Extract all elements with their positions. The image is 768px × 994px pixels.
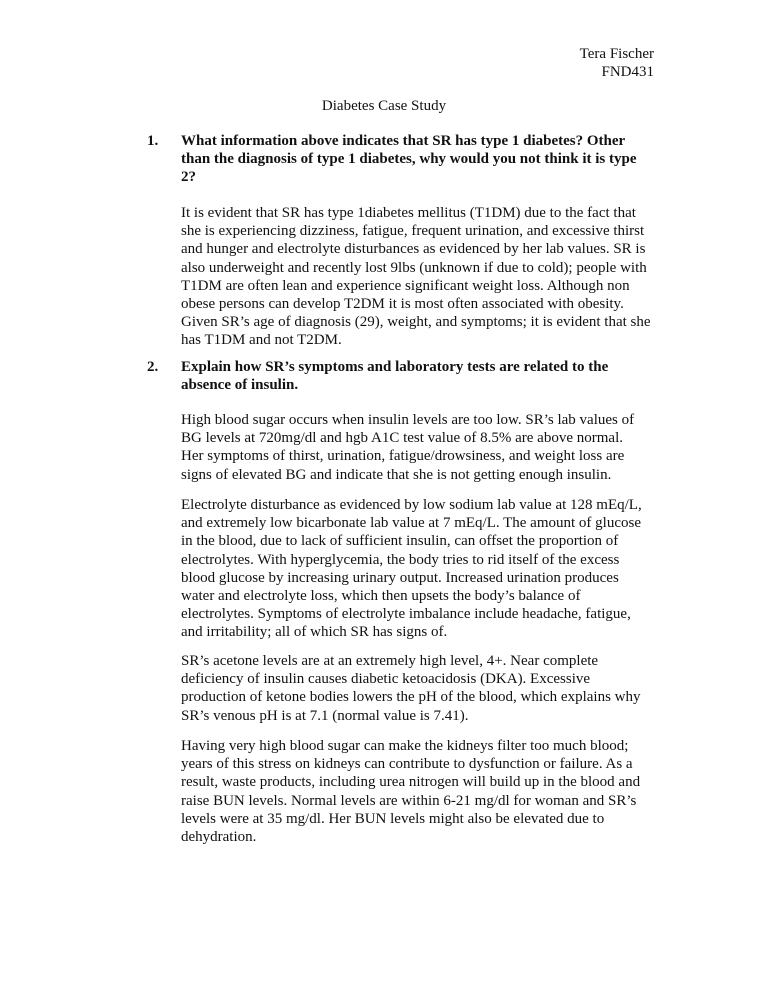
answer-2-paragraph-4: [181, 737, 661, 846]
answer-2-paragraph-1: [181, 411, 661, 484]
answer-1-paragraph: [181, 204, 661, 350]
answer-line: result, waste products, including urea nitrogen will build up in the blood and: [181, 774, 641, 791]
question-1-line: than the diagnosis of type 1 diabetes, why would you not think it is type: [181, 151, 637, 168]
answer-line: production of ketone bodies lowers the pH of the blood, which explains why: [181, 689, 641, 706]
answer-line: It is evident that SR has type 1diabetes mellitus (T1DM) due to the fact that: [181, 205, 636, 221]
answer-2-paragraph-3: [181, 652, 661, 725]
answer-line: SR’s venous pH is at 7.1 (normal value is 7.41).: [181, 707, 469, 724]
question-1-text: [181, 132, 661, 187]
answer-line: SR’s acetone levels are at an extremely high level, 4+. Near complete: [181, 653, 599, 669]
answer-line: electrolytes. Symptoms of electrolyte imbalance include headache, fatigue,: [181, 606, 631, 623]
question-2-number: 2.: [147, 359, 159, 375]
answer-line: Electrolyte disturbance as evidenced by low sodium lab value at 128 mEq/L,: [181, 497, 642, 513]
question-1-line: What information above indicates that SR has type 1 diabetes? Other: [181, 133, 626, 149]
answer-line: obese persons can develop T2DM it is most often associated with obesity.: [181, 296, 624, 313]
answer-line: blood glucose by increasing urinary output. Increased urination produces: [181, 569, 619, 586]
course-code: FND431: [601, 64, 654, 80]
answer-line: in the blood, due to lack of sufficient insulin, can offset the proportion of: [181, 533, 619, 550]
question-1-line: 2?: [181, 169, 196, 186]
answer-line: and irritability; all of which SR has signs of.: [181, 624, 448, 641]
author-name: Tera Fischer: [579, 46, 654, 62]
answer-line: raise BUN levels. Normal levels are within 6-21 mg/dl for woman and SR’s: [181, 792, 637, 809]
answer-line: years of this stress on kidneys can contribute to dysfunction or failure. As a: [181, 756, 633, 773]
answer-line: BG levels at 720mg/dl and hgb A1C test value of 8.5% are above normal.: [181, 430, 623, 447]
answer-line: Having very high blood sugar can make the kidneys filter too much blood;: [181, 738, 629, 754]
answer-line: Her symptoms of thirst, urination, fatigue/drowsiness, and weight loss are: [181, 448, 625, 465]
document-title: Diabetes Case Study: [321, 98, 447, 114]
answer-line: Given SR’s age of diagnosis (29), weight, and symptoms; it is evident that she: [181, 314, 651, 331]
question-2-line: Explain how SR’s symptoms and laboratory tests are related to the: [181, 359, 609, 375]
question-1-number: 1.: [147, 133, 159, 149]
answer-2-paragraph-2: [181, 496, 661, 642]
answer-line: signs of elevated BG and indicate that she is not getting enough insulin.: [181, 466, 612, 483]
answer-line: water and electrolyte loss, which then upsets the body’s balance of: [181, 588, 581, 605]
answer-line: deficiency of insulin causes diabetic ketoacidosis (DKA). Excessive: [181, 671, 591, 688]
answer-line: electrolytes. With hyperglycemia, the body tries to rid itself of the excess: [181, 551, 620, 568]
answer-line: she is experiencing dizziness, fatigue, frequent urination, and excessive thirst: [181, 223, 645, 240]
question-2-line: absence of insulin.: [181, 377, 299, 394]
answer-line: High blood sugar occurs when insulin levels are too low. SR’s lab values of: [181, 412, 635, 428]
question-2-text: [181, 358, 661, 394]
answer-line: has T1DM and not T2DM.: [181, 332, 342, 349]
answer-line: and hunger and electrolyte disturbances as evidenced by her lab values. SR is: [181, 241, 646, 258]
answer-line: dehydration.: [181, 829, 257, 846]
answer-line: T1DM are often lean and experience significant weight loss. Although non: [181, 277, 630, 294]
answer-line: and extremely low bicarbonate lab value at 7 mEq/L. The amount of glucose: [181, 515, 641, 532]
answer-line: levels were at 35 mg/dl. Her BUN levels might also be elevated due to: [181, 810, 605, 827]
answer-line: also underweight and recently lost 9lbs (unknown if due to cold); people with: [181, 259, 647, 276]
